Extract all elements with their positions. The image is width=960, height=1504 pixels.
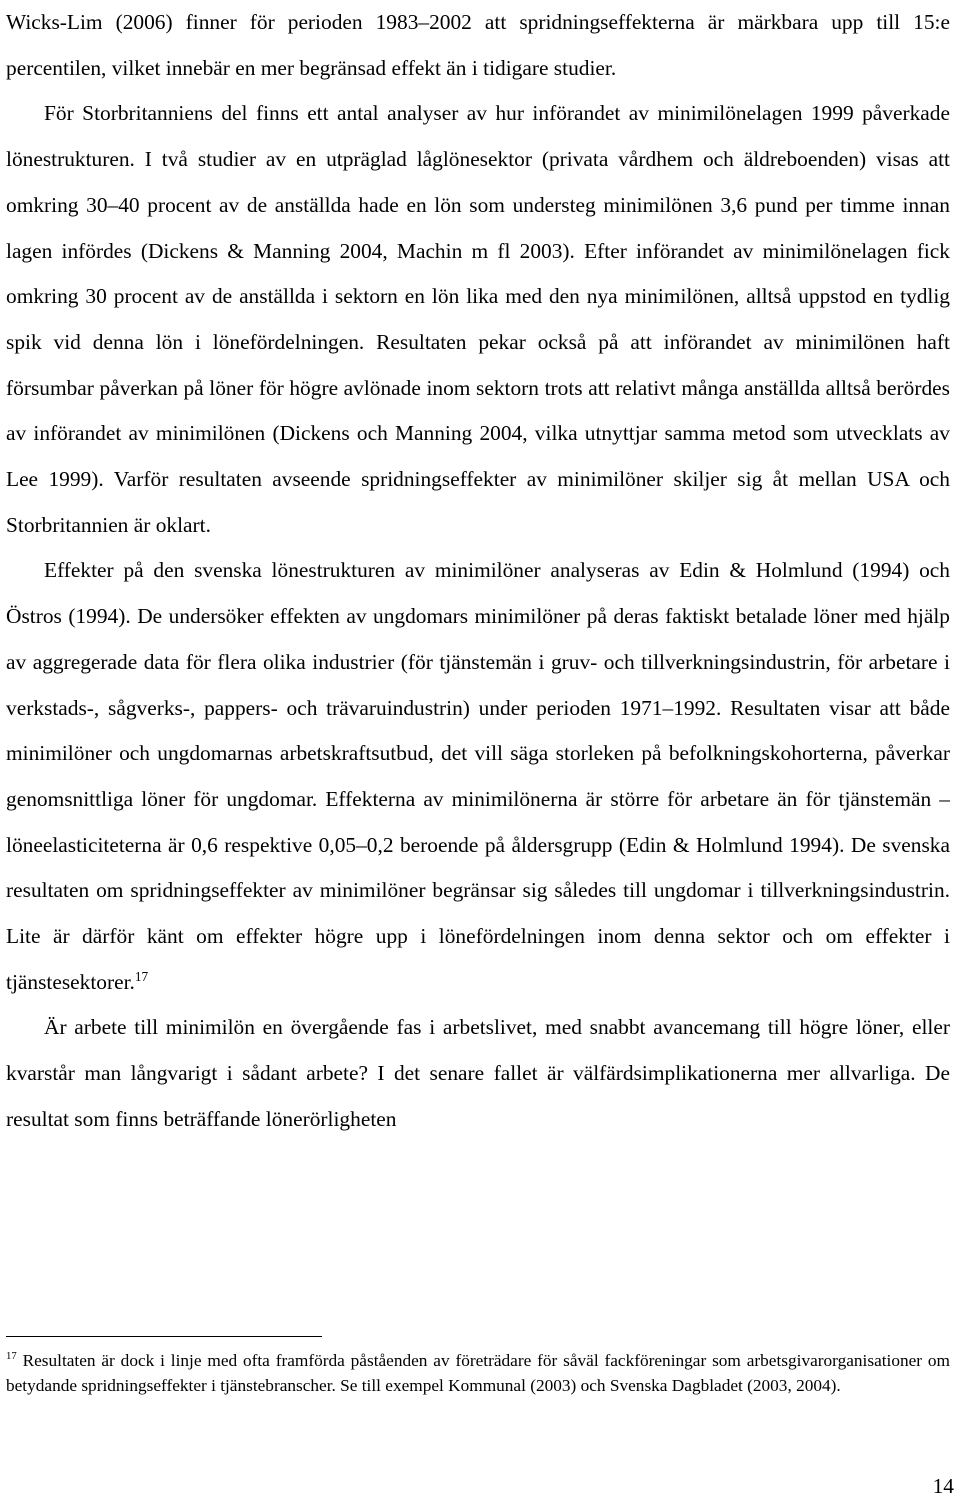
page-number: 14 xyxy=(932,1474,954,1498)
document-page xyxy=(6,0,950,1143)
footnote-text: Resultaten är dock i linje med ofta framförda påståenden av företrädare för såväl fackföreningar som arbetsgivarorganisationer om betydande spridningseffekter i tjänstebranscher. Se till exempel Kommunal (2003) och Svenska Dagbladet (2003, 2004). xyxy=(6,1351,950,1395)
paragraph-1 xyxy=(6,0,950,91)
paragraph-4-text: Är arbete till minimilön en övergående fas i arbetslivet, med snabbt avancemang till högre löner, eller kvarstår man långvarigt i sådant arbete? I det senare fallet är välfärdsimplikationerna mer allvarliga. De resultat som finns beträffande lönerörligheten xyxy=(6,1015,950,1131)
paragraph-3 xyxy=(6,548,950,1005)
footnote-reference[interactable]: 17 xyxy=(134,968,149,984)
footnote xyxy=(6,1349,950,1398)
paragraph-1-text: Wicks-Lim (2006) finner för perioden 1983–2002 att spridningseffekterna är märkbara upp till 15:e percentilen, vilket innebär en mer begränsad effekt än i tidigare studier. xyxy=(6,10,950,80)
body-text xyxy=(6,0,950,1143)
footnote-separator xyxy=(6,1336,322,1337)
paragraph-4 xyxy=(6,1005,950,1142)
paragraph-2 xyxy=(6,91,950,548)
footnote-number: 17 xyxy=(6,1350,17,1363)
paragraph-2-text: För Storbritanniens del finns ett antal analyser av hur införandet av minimilönelagen 1999 påverkade lönestrukturen. I två studier av en utpräglad låglönesektor (privata vårdhem och äldreboenden) visas att omkring 30–40 procent av de anställda hade en lön som understeg minimilönen 3,6 pund per timme innan lagen infördes (Dickens & Manning 2004, Machin m fl 2003). Efter införandet av minimilönelagen fick omkring 30 procent av de anställda i sektorn en lön lika med den nya minimilönen, alltså uppstod en tydlig spik vid denna lön i lönefördelningen. Resultaten pekar också på att införandet av minimilönen haft försumbar påverkan på löner för högre avlönade inom sektorn trots att relativt många anställda alltså berördes av införandet av minimilönen (Dickens och Manning 2004, vilka utnyttjar samma metod som utvecklats av Lee 1999). Varför resultaten avseende spridningseffekter av minimilöner skiljer sig åt mellan USA och Storbritannien är oklart. xyxy=(6,101,950,537)
paragraph-3-text: Effekter på den svenska lönestrukturen av minimilöner analyseras av Edin & Holmlund (1994) och Östros (1994). De undersöker effekten av ungdomars minimilöner på deras faktiskt betalade löner med hjälp av aggregerade data för flera olika industrier (för tjänstemän i gruv- och tillverkningsindustrin, för arbetare i verkstads-, sågverks-, pappers- och trävaruindustrin) under perioden 1971–1992. Resultaten visar att både minimilöner och ungdomarnas arbetskraftsutbud, det vill säga storleken på befolkningskohorterna, påverkar genomsnittliga löner för ungdomar. Effekterna av minimilönerna är större för arbetare än för tjänstemän – löneelasticiteterna är 0,6 respektive 0,05–0,2 beroende på åldersgrupp (Edin & Holmlund 1994). De svenska resultaten om spridningseffekter av minimilöner begränsar sig således till ungdomar i tillverkningsindustrin. Lite är därför känt om effekter högre upp i lönefördelningen inom denna sektor och om effekter i tjänstesektorer. xyxy=(6,558,950,994)
